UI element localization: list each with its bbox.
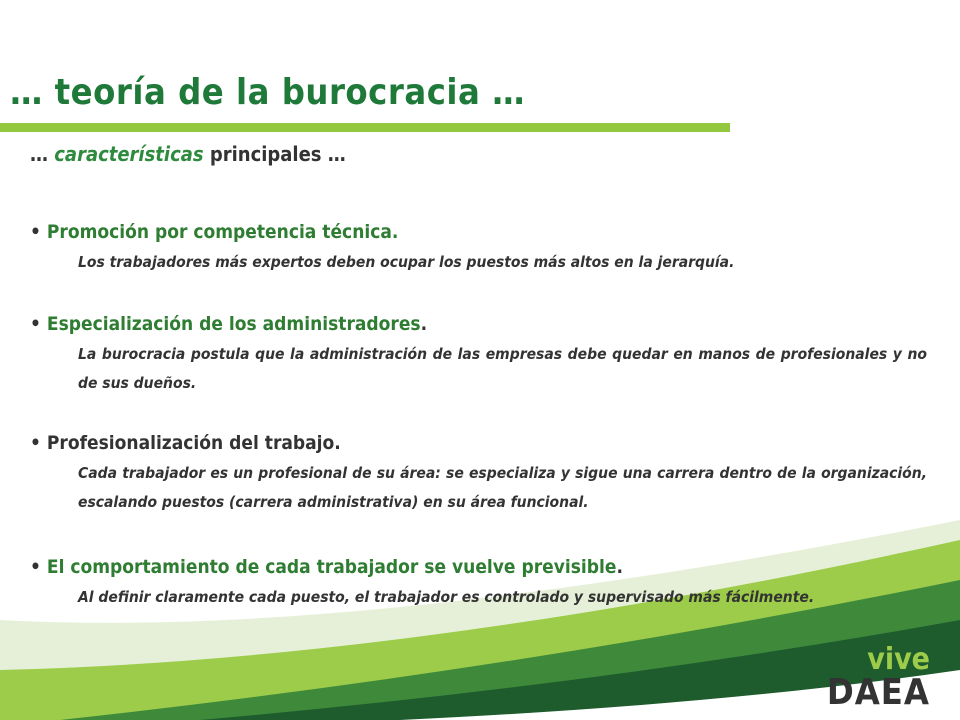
- subtitle: [30, 142, 346, 166]
- bullet-body: Los trabajadores más expertos deben ocupar los puestos más altos en la jerarquía.: [78, 253, 735, 271]
- bullet-heading: [30, 220, 927, 244]
- bullet-heading: • El comportamiento de cada trabajador se vuelve previsible.: [30, 556, 623, 578]
- subtitle-rest: principales …: [203, 142, 346, 166]
- bullet-body: Cada trabajador es un profesional de su área: se especializa y sigue una carrera dentro de la organización, escalando puestos (carrera administrativa) en su área funcional.: [78, 464, 927, 511]
- bullet-item: [30, 431, 927, 517]
- bullet-item: [30, 555, 927, 612]
- logo-vive-text: vive: [867, 642, 930, 677]
- bullet-item: [30, 220, 927, 277]
- logo-daea-text: DAEA: [826, 672, 930, 713]
- page-title: … teoría de la burocracia …: [10, 72, 526, 113]
- bullet-dot-icon: •: [30, 556, 47, 578]
- bullet-heading-text: Profesionalización del trabajo.: [46, 432, 341, 454]
- green-swoosh-decoration: [0, 520, 960, 720]
- bullet-body: La burocracia postula que la administración de las empresas debe quedar en manos de profesionales y no de sus dueños.: [78, 345, 927, 392]
- bullet-heading-text: Especialización de los administradores: [46, 313, 421, 335]
- bullet-heading-text: Promoción por competencia técnica.: [46, 221, 399, 243]
- bullet-body: Al definir claramente cada puesto, el trabajador es controlado y supervisado más fácilmente.: [78, 588, 815, 606]
- bullet-heading: • Especialización de los administradores.: [30, 313, 428, 335]
- bullet-dot-icon: •: [30, 313, 47, 335]
- bullet-dot-icon: •: [30, 221, 47, 243]
- title-underline: [0, 123, 730, 132]
- subtitle-accent: características: [54, 142, 204, 166]
- vive-daea-logo: [826, 642, 930, 713]
- bullet-dot-icon: •: [30, 432, 47, 454]
- bullet-heading: [30, 431, 927, 455]
- subtitle-prefix: …: [30, 142, 55, 166]
- bullet-item: [30, 312, 927, 398]
- bullet-heading-text: El comportamiento de cada trabajador se vuelve previsible: [46, 556, 617, 578]
